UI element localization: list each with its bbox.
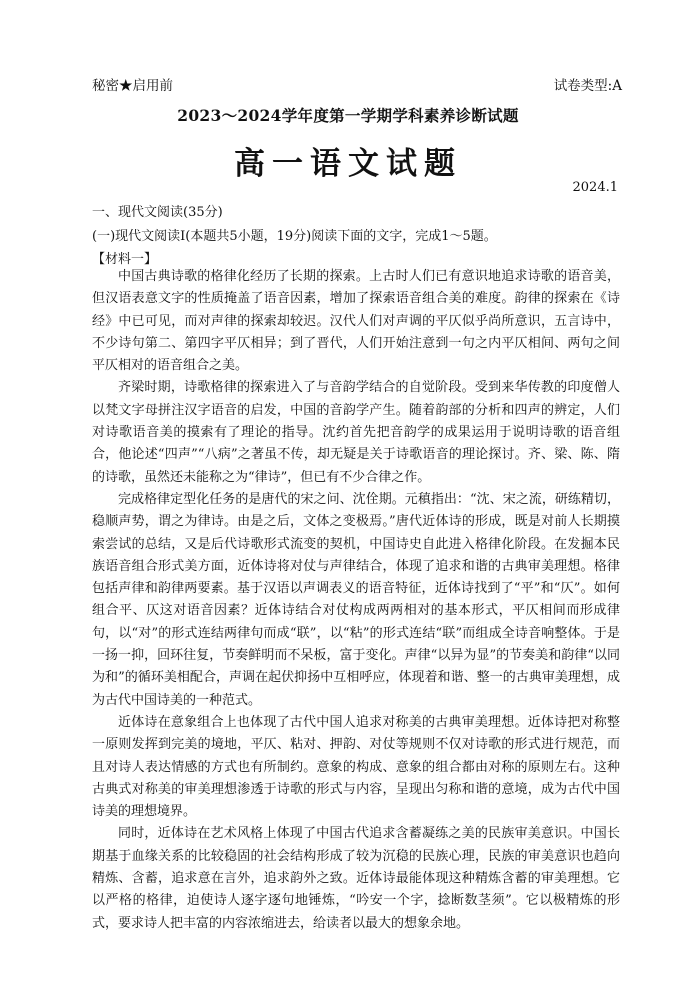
material-label: 【材料一】 bbox=[92, 252, 158, 267]
paragraph: 中国古典诗歌的格律化经历了长期的探索。上古时人们已有意识地追求诗歌的语音美，但汉语表意文字的性质掩盖了语音因素，增加了探索语音组合美的难度。韵律的探索在《诗经》中已可见，而对声律的探索却较迟。汉代人们对声调的平仄似乎尚所意识，五言诗中，不少诗句第二、第四字平仄相异；到了晋代，人们开始注意到一句之内平仄相间、两句之间平仄相对的语音组合之美。 bbox=[92, 269, 620, 374]
exam-title: 2023～2024学年度第一学期学科素养诊断试题 bbox=[177, 106, 519, 125]
section-heading: 一、现代文阅读(35分) bbox=[92, 205, 223, 220]
page-title: 高一语文试题 bbox=[234, 146, 462, 182]
paragraph: 完成格律定型化任务的是唐代的宋之问、沈佺期。元稹指出：“沈、宋之流，研练精切，稳顺声势，谓之为律诗。由是之后，文体之变极焉。”唐代近体诗的形成，既是对前人长期摸索尝试的总结，又是后代诗歌形式流变的契机，中国诗史自此进入格律化阶段。在发掘本民族语音组合形式美方面，近体诗将对仗与声律结合，体现了追求和谐的古典审美理想。格律包括声律和韵律两要素。基于汉语以声调表义的语音特征，近体诗找到了“平”和“仄”。如何组合平、仄这对语音因素？近体诗结合对仗构成两两相对的基本形式，平仄相间而形成律句，以“对”的形式连结两律句而成“联”，以“粘”的形式连结“联”而组成全诗音响整体。于是一扬一抑，回环往复，节奏鲜明而不呆板，富于变化。声律“以异为显”的节奏美和韵律“以同为和”的循环美相配合，声调在起伏抑扬中互相呼应，体现着和谐、整一的古典审美理想，成为古代中国诗美的一种范式。 bbox=[92, 491, 620, 708]
reading-passage bbox=[92, 266, 620, 935]
header-row bbox=[92, 74, 622, 94]
subsection-instructions: (一)现代文阅读Ⅰ(本题共5小题，19分)阅读下面的文字，完成1～5题。 bbox=[92, 229, 497, 244]
confidential-label: 秘密★启用前 bbox=[92, 78, 173, 94]
paragraph: 近体诗在意象组合上也体现了古代中国人追求对称美的古典审美理想。近体诗把对称整一原则发挥到完美的境地，平仄、粘对、押韵、对仗等规则不仅对诗歌的形式进行规范，而且对诗人表达情感的方式也有所制约。意象的构成、意象的组合都由对称的原则左右。这种古典式对称美的审美理想渗透于诗歌的形式与内容，呈现出匀称和谐的意境，成为古代中国诗美的理想境界。 bbox=[92, 714, 620, 820]
paragraph: 同时，近体诗在艺术风格上体现了中国古代追求含蓄凝练之美的民族审美意识。中国长期基于血缘关系的比较稳固的社会结构形成了较为沉稳的民族心理，民族的审美意识也趋向精炼、含蓄，追求意在言外，追求韵外之致。近体诗最能体现这种精炼含蓄的审美理想。它以严格的格律，迫使诗人逐字逐句地锤炼，“吟安一个字，捻断数茎须”。它以极精炼的形式，要求诗人把丰富的内容浓缩进去，给读者以最大的想象余地。 bbox=[92, 826, 620, 931]
paper-type-label: 试卷类型:A bbox=[553, 78, 622, 94]
paragraph: 齐梁时期，诗歌格律的探索进入了与音韵学结合的自觉阶段。受到来华传教的印度僧人以梵文字母拼注汉字语音的启发，中国的音韵学产生。随着韵部的分析和四声的辨定，人们对诗歌语音美的摸索有了理论的指导。沈约首先把音韵学的成果运用于说明诗歌的语音组合，他论述“四声”“八病”之著虽不传，却无疑是关于诗歌语音的理论探讨。齐、梁、陈、隋的诗歌，虽然还未能称之为“律诗”，但已有不少合律之作。 bbox=[92, 380, 620, 485]
exam-date: 2024.1 bbox=[572, 180, 618, 195]
